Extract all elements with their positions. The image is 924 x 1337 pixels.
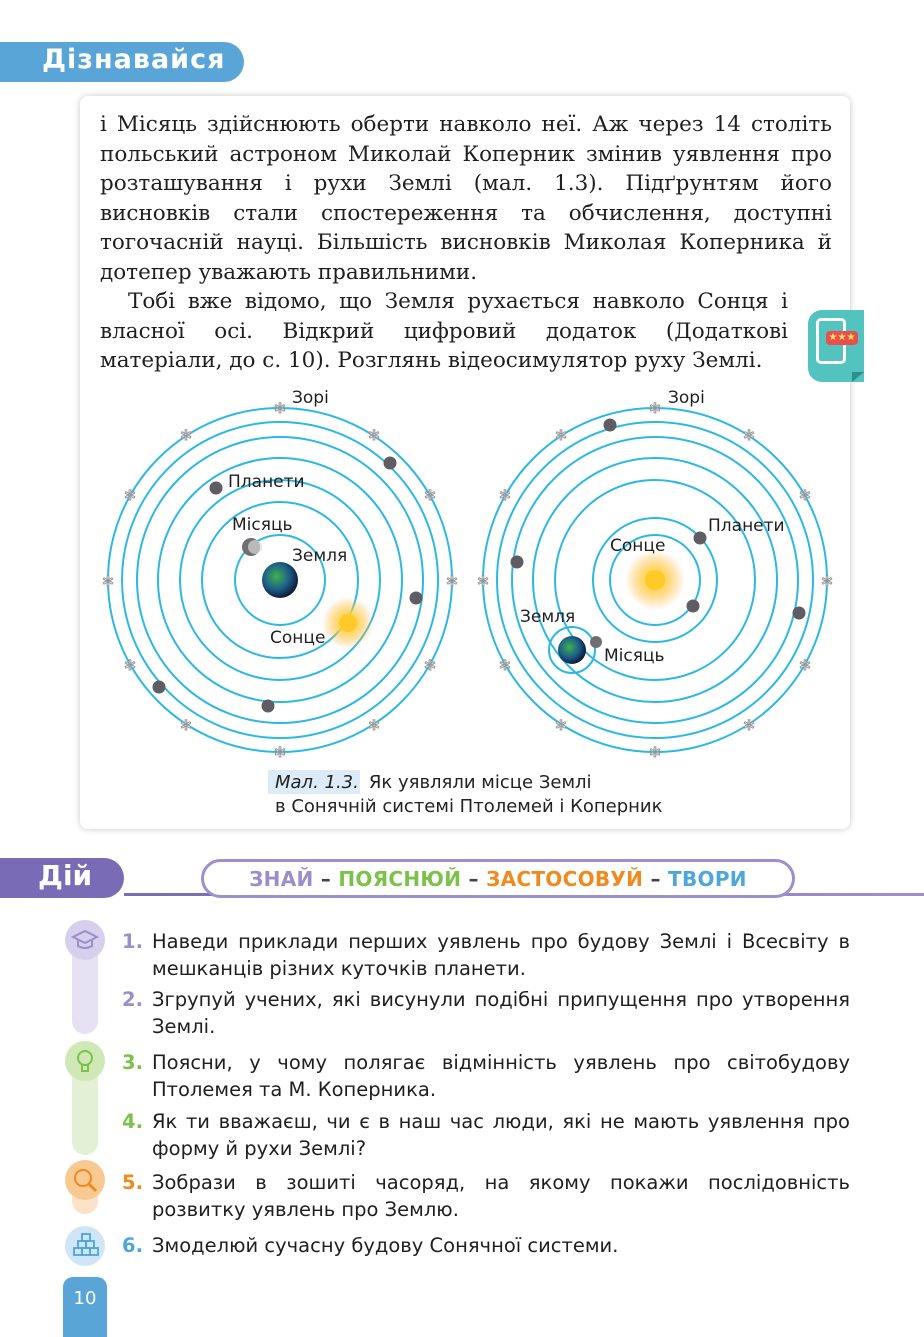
solar-systems-diagram	[100, 385, 860, 765]
task-number: 3.	[122, 1051, 143, 1074]
svg-text:✲: ✲	[124, 658, 136, 674]
label-moon-left: Місяць	[232, 515, 293, 535]
svg-text:✲: ✲	[477, 574, 489, 590]
label-earth-left: Земля	[292, 546, 348, 566]
svg-text:✲: ✲	[499, 658, 511, 674]
ribbon-fold	[852, 372, 864, 382]
svg-text:✲: ✲	[499, 488, 511, 504]
task-text: Як ти вважаєш, чи є в наш час люди, які не мають уявлення про форму й рухи Землі?	[152, 1110, 850, 1160]
svg-text:✲: ✲	[368, 428, 380, 444]
svg-text:✲: ✲	[555, 428, 567, 444]
svg-text:✲: ✲	[821, 574, 833, 590]
svg-text:✲: ✲	[799, 488, 811, 504]
label-moon-right: Місяць	[604, 646, 665, 666]
copernicus-earth	[558, 636, 586, 664]
label-stars-right: Зорі	[668, 388, 705, 408]
level-know: ЗНАЙ	[249, 867, 314, 891]
svg-text:✲: ✲	[743, 718, 755, 734]
svg-text:✲: ✲	[102, 574, 114, 590]
task-number: 6.	[122, 1234, 143, 1257]
ptolemy-moon-shade	[248, 540, 262, 554]
svg-text:✲: ✲	[649, 401, 661, 417]
copernicus-sun	[645, 570, 665, 590]
task-item	[122, 1050, 850, 1103]
level-separator: –	[650, 867, 661, 891]
svg-text:✲: ✲	[799, 658, 811, 674]
task-item	[122, 1109, 850, 1162]
blocks-icon	[65, 1226, 105, 1266]
svg-text:✲: ✲	[368, 718, 380, 734]
stars-bubble-icon: ★★★	[826, 331, 858, 345]
level-explain: ПОЯСНЮЙ	[338, 867, 462, 891]
levels-pill	[201, 859, 795, 898]
task-text: Згрупуй учених, які висунули подібні припущення про утворення Землі.	[152, 988, 850, 1038]
section-title: Дізнавайся	[42, 44, 226, 75]
label-stars-left: Зорі	[292, 388, 329, 408]
paragraph-1: і Місяць здійснюють оберти навколо неї. Аж через 14 століть польський астроном Миколай Коперник змінив уявлення про розташування і рухи Землі (мал. 1.3). Підґрунтям його висновків стали спостереження та обчислення, доступні тогочасній науці. Більшість висновків Миколая Коперника й дотепер уважають правильними.	[100, 112, 832, 285]
task-number: 1.	[122, 930, 143, 953]
svg-text:✲: ✲	[274, 745, 286, 761]
section-tab-learn	[0, 42, 244, 82]
level-separator: –	[468, 867, 479, 891]
caption-line-1: Як уявляли місце Землі	[368, 772, 592, 793]
label-earth-right: Земля	[520, 607, 576, 627]
task-number: 4.	[122, 1110, 143, 1133]
svg-text:✲: ✲	[274, 401, 286, 417]
svg-text:✲: ✲	[124, 488, 136, 504]
level-separator: –	[320, 867, 332, 891]
label-sun-right: Сонце	[610, 536, 666, 556]
level-apply: ЗАСТОСОВУЙ	[486, 867, 644, 891]
svg-text:✲: ✲	[424, 658, 436, 674]
svg-text:✲: ✲	[446, 574, 458, 590]
svg-text:✲: ✲	[180, 428, 192, 444]
section-tab-do	[0, 858, 124, 898]
task-number: 2.	[122, 988, 143, 1011]
label-planets-right: Планети	[708, 516, 785, 536]
task-text: Зобрази в зошиті часоряд, на якому покажи послідовність розвитку уявлень про Землю.	[152, 1171, 850, 1221]
svg-text:✲: ✲	[555, 718, 567, 734]
magnifier-chart-icon	[65, 1160, 105, 1200]
level-create: ТВОРИ	[668, 867, 747, 891]
svg-text:✲: ✲	[743, 428, 755, 444]
paragraph-2-text: Тобі вже відомо, що Земля рухається навколо Сонця і власної осі. Відкрий цифровий додаток (Додаткові матеріали, до с. 10). Розглянь відеосимулятор руху Землі.	[100, 289, 788, 373]
label-planets-left: Планети	[228, 472, 305, 492]
activity-title: Дій	[38, 859, 93, 892]
svg-text:✲: ✲	[649, 745, 661, 761]
figure-caption	[275, 771, 663, 819]
task-item	[122, 929, 850, 982]
task-item	[122, 987, 850, 1040]
ptolemy-earth	[262, 562, 298, 598]
copernicus-moon	[590, 636, 602, 648]
task-number: 5.	[122, 1171, 143, 1194]
task-text: Наведи приклади перших уявлень про будову Землі і Всесвіту в мешканців різних куточків планети.	[152, 930, 850, 980]
page-number: 10	[63, 1277, 107, 1337]
label-sun-left: Сонце	[270, 628, 326, 648]
task-item	[122, 1170, 850, 1223]
svg-text:✲: ✲	[180, 718, 192, 734]
paragraph-2	[100, 287, 788, 376]
caption-line-2: в Сонячній системі Птолемей і Коперник	[275, 796, 663, 817]
task-text: Змоделюй сучасну будову Сонячної системи.	[152, 1234, 619, 1257]
graduation-cap-icon	[65, 920, 105, 960]
lightbulb-icon	[65, 1041, 105, 1081]
ptolemy-sun	[339, 614, 357, 632]
caption-label: Мал. 1.3.	[275, 772, 359, 793]
svg-text:✲: ✲	[424, 488, 436, 504]
task-item	[122, 1233, 850, 1260]
task-text: Поясни, у чому полягає відмінність уявлень про світобудову Птолемея та М. Коперника.	[152, 1051, 850, 1101]
